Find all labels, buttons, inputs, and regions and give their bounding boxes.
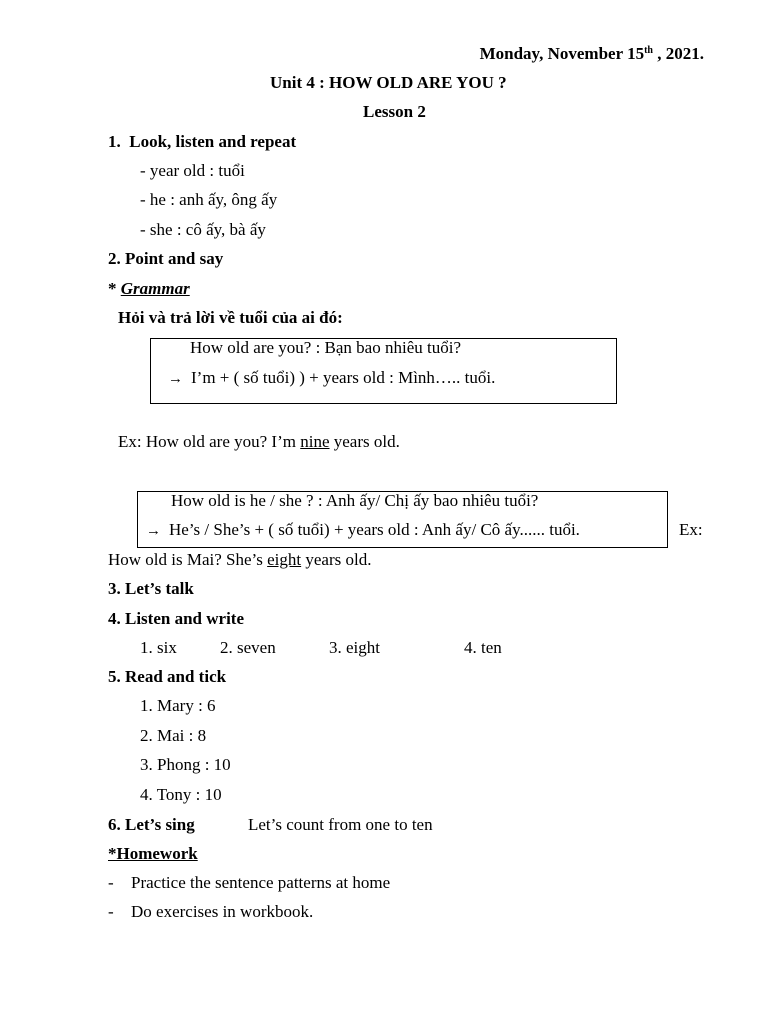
tick-item: 3. Phong : 10 [140,755,231,774]
answer-item: 4. ten [464,638,502,657]
answer-item: 3. eight [329,638,380,657]
grammar-answer-you: → I’m + ( số tuổi) ) + years old : Mình….. tuổi. [168,368,496,387]
vocab-item: - year old : tuổi [140,161,245,180]
homework-heading: *Homework [108,844,198,863]
grammar-question-you: How old are you? : Bạn bao nhiêu tuổi? [190,338,461,357]
tick-item: 2. Mai : 8 [140,726,207,745]
section-6-heading: 6. Let’s sing [108,815,195,834]
grammar-answer-he-she: → He’s / She’s + ( số tuổi) + years old : Anh ấy/ Cô ấy...... tuổi. [146,520,580,539]
section-4-heading: 4. Listen and write [108,609,244,628]
vocab-item: - he : anh ấy, ông ấy [140,190,278,209]
section-3-heading: 3. Let’s talk [108,579,194,598]
homework-item: Practice the sentence patterns at home [131,873,391,892]
lesson-date: Monday, November 15th , 2021. [479,44,704,63]
answer-item: 1. six [140,638,177,657]
example-he-she: How old is Mai? She’s eight years old. [108,550,372,569]
arrow-icon: → [146,523,161,539]
grammar-label: * Grammar [108,279,190,298]
lesson-title: Lesson 2 [363,102,426,121]
song-title: Let’s count from one to ten [248,815,433,834]
section-2-heading: 2. Point and say [108,249,224,268]
section-1-heading: 1. Look, listen and repeat [108,132,297,151]
tick-item: 1. Mary : 6 [140,696,216,715]
grammar-heading: Hỏi và trả lời về tuổi của ai đó: [118,308,343,327]
example-you: Ex: How old are you? I’m nine years old. [118,432,400,451]
unit-title: Unit 4 : HOW OLD ARE YOU ? [270,73,507,92]
example-label: Ex: [679,520,703,539]
date-ordinal-suffix: th [644,45,653,56]
tick-item: 4. Tony : 10 [140,785,222,804]
answer-item: 2. seven [220,638,276,657]
grammar-question-he-she: How old is he / she ? : Anh ấy/ Chị ấy bao nhiêu tuổi? [171,491,539,510]
section-5-heading: 5. Read and tick [108,667,227,686]
homework-bullet: - [108,873,114,892]
arrow-icon: → [168,371,183,387]
homework-bullet: - [108,902,114,921]
vocab-item: - she : cô ấy, bà ấy [140,220,266,239]
homework-item: Do exercises in workbook. [131,902,314,921]
